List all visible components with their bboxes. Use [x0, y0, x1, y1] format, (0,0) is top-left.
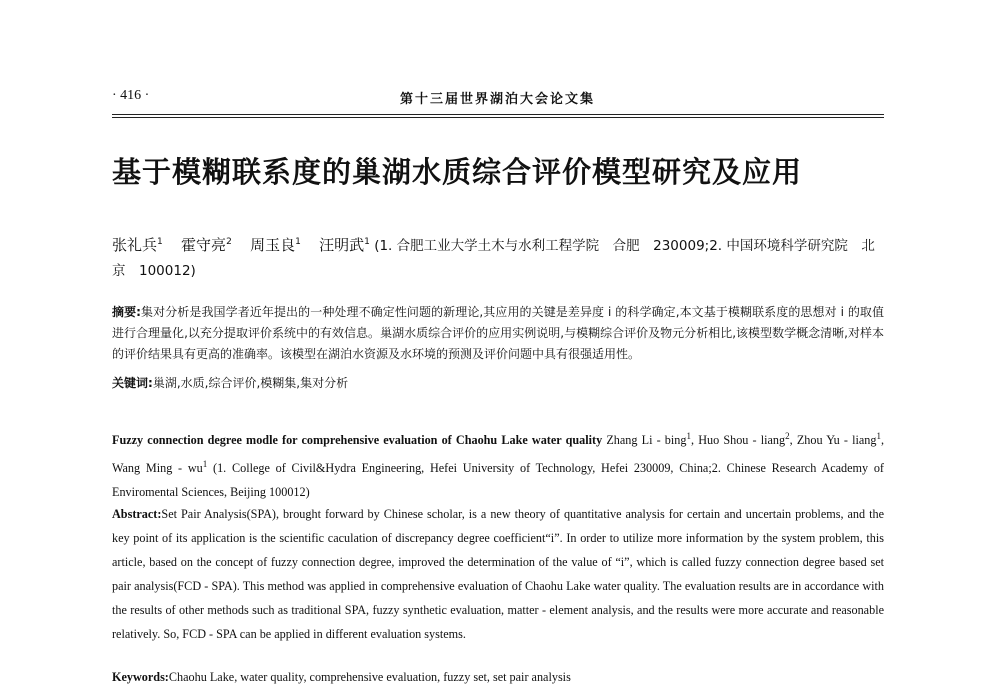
english-author: Wang Ming - $wu^1$	[112, 459, 208, 476]
keywords-cn-label: 关键词:	[112, 376, 153, 390]
page-header	[112, 88, 884, 114]
english-abstract	[112, 502, 884, 646]
abstract-cn-label: 摘要:	[112, 305, 141, 319]
english-title: Fuzzy connection degree modle for comprehensive evaluation of Chaohu Lake water quality	[112, 433, 603, 448]
english-author: Zhang Li - bing$^1$,	[606, 431, 695, 448]
english-author: Zhou Yu - liang$^1$,	[796, 431, 885, 448]
author-name: 汪明武$^1$	[319, 236, 370, 254]
keywords-cn-text: 巢湖,水质,综合评价,模糊集,集对分析	[152, 376, 349, 390]
author-name: 张礼兵$^1$	[112, 236, 163, 254]
page-number: · 416 ·	[112, 88, 150, 103]
english-keywords-text: Chaohu Lake, water quality, comprehensive evaluation, fuzzy set, set pair analysis	[168, 670, 571, 684]
english-title-block	[112, 424, 884, 504]
english-keywords	[112, 670, 884, 685]
running-title: 第十三届世界湖泊大会论文集	[400, 92, 596, 107]
paper-title: 基于模糊联系度的巢湖水质综合评价模型研究及应用	[112, 155, 803, 189]
english-keywords-label: Keywords:	[112, 670, 169, 684]
english-author: Huo Shou - liang$^2$,	[698, 431, 793, 448]
author-block	[112, 230, 884, 284]
keywords-cn	[112, 374, 348, 391]
header-rule-bottom	[112, 117, 884, 118]
header-rule-top	[112, 114, 884, 115]
affiliations: (1. 合肥工业大学土木与水利工程学院 合肥 230009;2. 中国环境科学研究院 北京 100012)	[112, 238, 875, 279]
author-name: 周玉良$^1$	[250, 236, 301, 254]
english-abstract-label: Abstract:	[112, 507, 162, 521]
english-abstract-text: Set Pair Analysis(SPA), brought forward by Chinese scholar, is a new theory of quantitative analysis for certain and uncertain problems, and the key point of its application is the scientific caculation of discrepancy degree coefficient“i”. In order to utilize more information by the system problem, this article, based on the concept of fuzzy connection degree, improved the determination of the value of “i”, which is called fuzzy connection degree based set pair analysis(FCD - SPA). This method was applied in comprehensive evaluation of Chaohu Lake water quality. The evaluation results are in accordance with the results of other methods such as traditional SPA, fuzzy synthetic evaluation, matter - element analysis, and the results were more accurate and reasonable relatively. So, FCD - SPA can be applied in different evaluation systems.	[112, 507, 884, 641]
abstract-cn	[112, 302, 884, 365]
english-affiliations: (1. College of Civil&Hydra Engineering, Hefei University of Technology, Hefei 230009, China;2. Chinese Research Academy of Enviromental Sciences, Beijing 100012)	[112, 461, 884, 500]
author-name: 霍守亮$^2$	[181, 236, 232, 254]
abstract-cn-text: 集对分析是我国学者近年提出的一种处理不确定性问题的新理论,其应用的关键是差异度 i 的科学确定,本文基于模糊联系度的思想对 i 的取值进行合理量化,以充分提取评价系统中的有效信息。巢湖水质综合评价的应用实例说明,与模糊综合评价及物元分析相比,该模型数学概念清晰,对样本的评价结果具有更高的准确率。该模型在湖泊水资源及水环境的预测及评价问题中具有很强适用性。	[112, 305, 884, 361]
